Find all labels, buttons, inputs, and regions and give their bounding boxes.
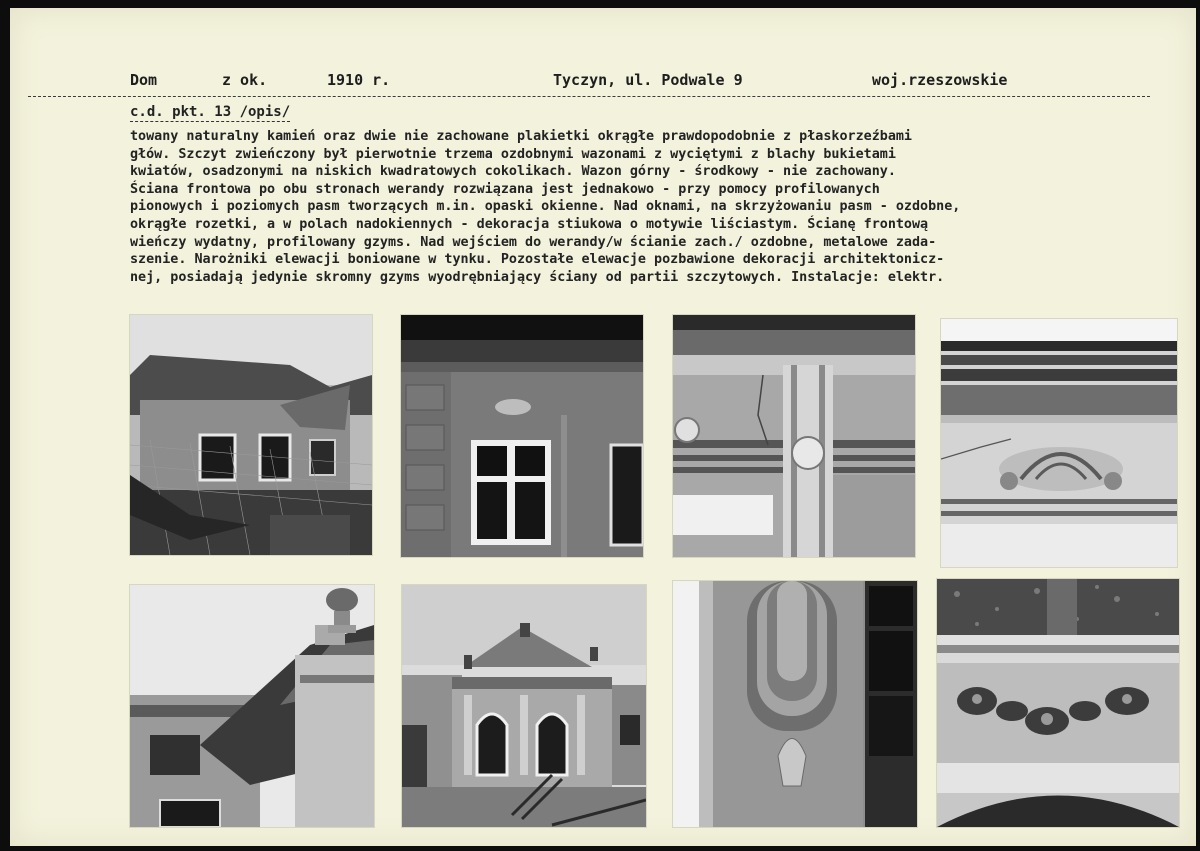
description-line: głów. Szczyt zwieńczony był pierwotnie trzema ozdobnymi wazonami z wyciętymi z blachy bukietami — [130, 146, 896, 162]
header-date-prefix: z ok. — [222, 71, 268, 89]
header-year: 1910 r. — [327, 71, 391, 89]
header-address: Tyczyn, ul. Podwale 9 — [553, 71, 743, 89]
photo-facade-window — [400, 314, 644, 558]
record-card — [10, 8, 1196, 846]
description-line: kwiatów, osadzonymi na niskich kwadratowych cokolikach. Wazon górny - środkowy - nie zachowany. — [130, 164, 896, 180]
photo-stucco-ornament — [940, 318, 1178, 568]
description-line: wieńczy wydatny, profilowany gzyms. Nad wejściem do werandy/w ścianie zach./ ozdobne, metalowe zada- — [130, 234, 937, 250]
description-line: pionowych i poziomych pasm tworzących m.in. opaski okienne. Nad oknami, na skrzyżowaniu pasm - ozdobne, — [130, 199, 961, 215]
description-line: okrągłe rozetki, a w polach nadokiennych - dekoracja stiukowa o motywie liściastym. Ścianę frontową — [130, 216, 929, 232]
photo-rosette-detail — [672, 314, 916, 558]
header-province: woj.rzeszowskie — [872, 71, 1008, 89]
header-object: Dom — [130, 71, 158, 89]
photo-house-exterior — [129, 314, 373, 556]
header-divider — [28, 96, 1150, 97]
photo-pilaster-panel — [672, 580, 918, 828]
description-line: nej, posiadają jedynie skromny gzyms wyodrębniający ściany od partii szczytowych. Instalacje: elektr. — [130, 269, 945, 285]
description-text — [130, 128, 1190, 286]
section-heading: c.d. pkt. 13 /opis/ — [130, 104, 291, 120]
photo-leaf-frieze — [936, 578, 1180, 828]
description-line: towany naturalny kamień oraz dwie nie zachowane plakietki okrągłe prawdopodobnie z płaskorzeźbami — [130, 129, 912, 144]
photo-gable-front — [401, 584, 647, 828]
photo-canopy-vase — [129, 584, 375, 828]
description-line: szenie. Narożniki elewacji boniowane w tynku. Pozostałe elewacje pozbawione dekoracji architektonicz- — [130, 252, 945, 268]
description-line: Ściana frontowa po obu stronach werandy rozwiązana jest jednakowo - przy pomocy profilowanych — [130, 181, 880, 197]
